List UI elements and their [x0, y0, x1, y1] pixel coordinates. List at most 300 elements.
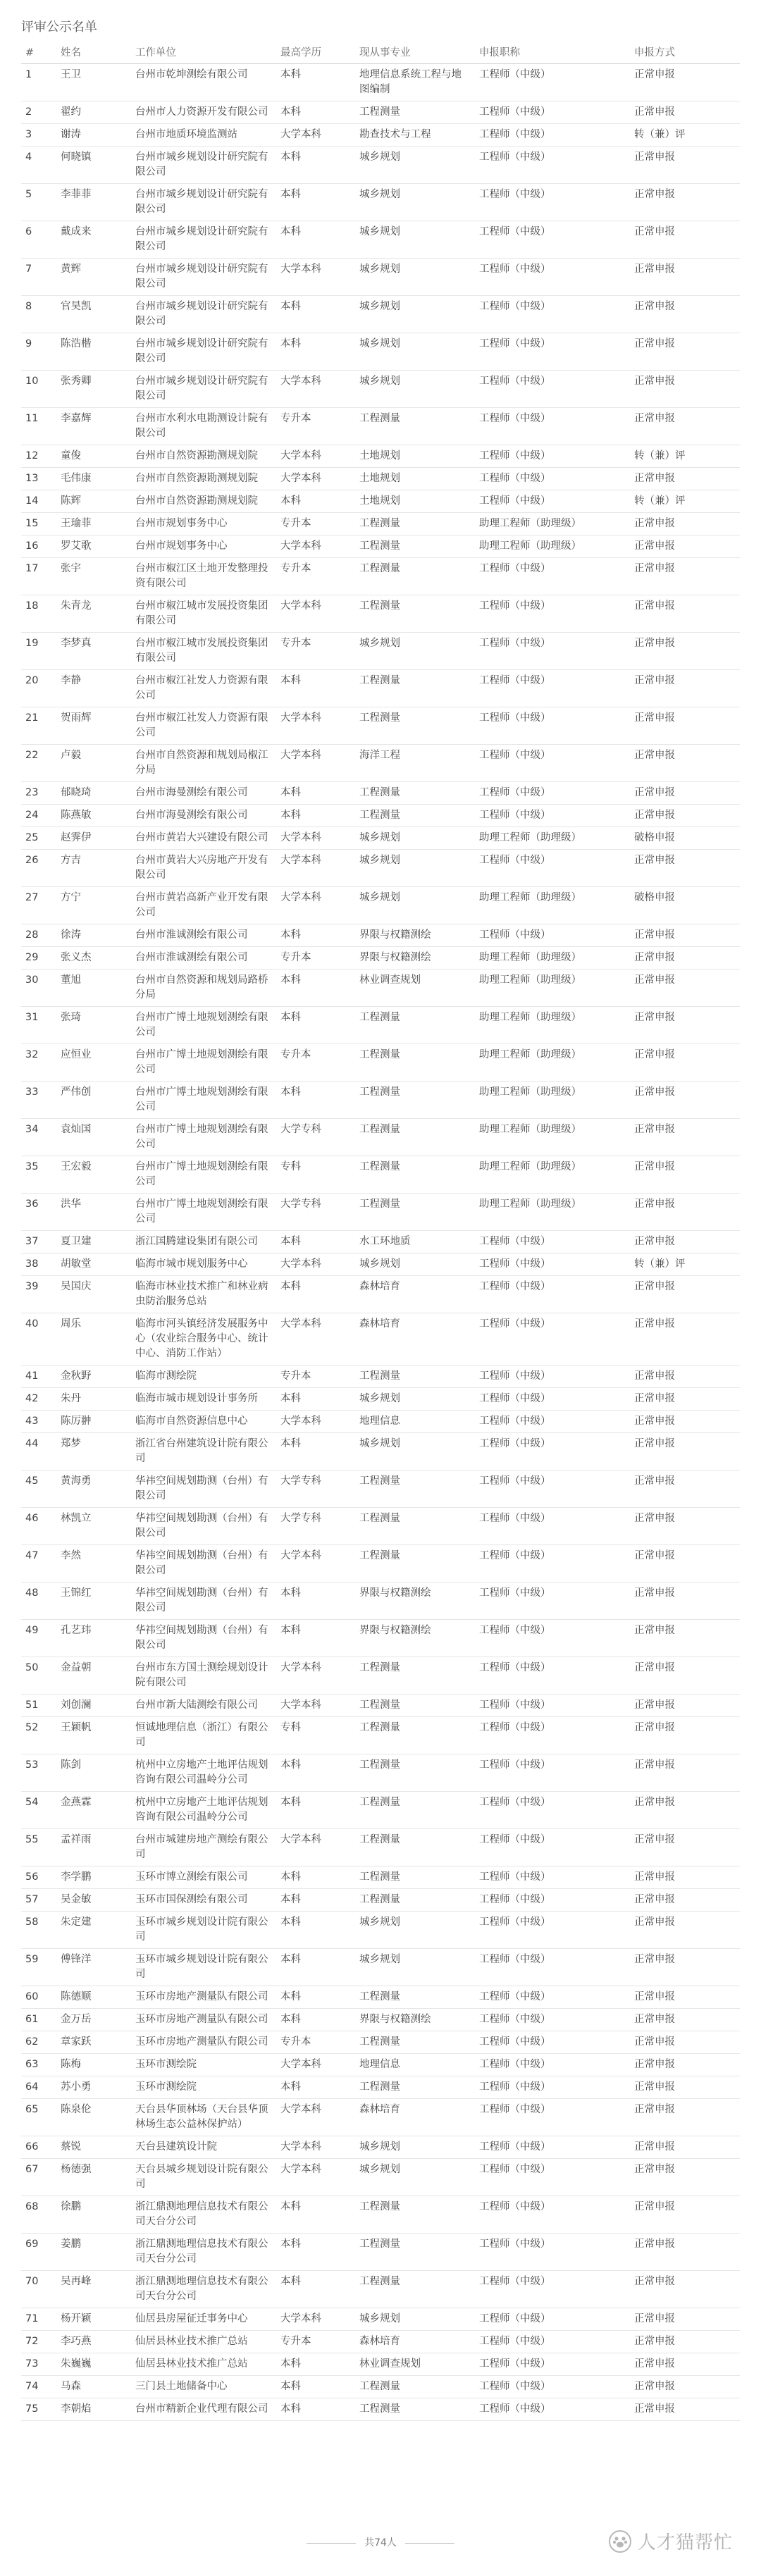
cell-name: 郁晓琦 [56, 782, 131, 805]
cell-index: 35 [21, 1156, 56, 1194]
cell-name: 杨开颖 [56, 2308, 131, 2331]
cell-specialty: 土地规划 [355, 468, 475, 490]
footer-rule-left [307, 2543, 356, 2544]
cell-title: 工程师（中级） [475, 408, 630, 445]
cell-specialty: 界限与权籍测绘 [355, 947, 475, 970]
cell-method: 正常申报 [630, 1313, 740, 1366]
cell-index: 75 [21, 2398, 56, 2421]
cell-index: 18 [21, 595, 56, 633]
cell-index: 9 [21, 333, 56, 371]
table-row [21, 2376, 740, 2398]
cell-method: 正常申报 [630, 924, 740, 947]
cell-index: 29 [21, 947, 56, 970]
table-row [21, 1253, 740, 1276]
cell-education: 大学本科 [276, 468, 355, 490]
cell-method: 正常申报 [630, 1829, 740, 1866]
cell-employer: 浙江国腾建设集团有限公司 [131, 1231, 276, 1253]
cell-name: 陈燕敏 [56, 805, 131, 827]
cell-employer: 天台县建筑设计院 [131, 2136, 276, 2159]
cell-index: 54 [21, 1792, 56, 1829]
table-row [21, 1657, 740, 1695]
cell-index: 52 [21, 1717, 56, 1754]
watermark [608, 2528, 733, 2554]
cell-method: 正常申报 [630, 1433, 740, 1470]
cell-method: 正常申报 [630, 2376, 740, 2398]
table-row [21, 1433, 740, 1470]
cell-name: 吴国庆 [56, 1276, 131, 1313]
cell-education: 本科 [276, 296, 355, 333]
cell-name: 刘创澜 [56, 1695, 131, 1717]
cell-education: 专升本 [276, 633, 355, 670]
cell-index: 31 [21, 1007, 56, 1044]
cell-method: 正常申报 [630, 1754, 740, 1792]
cell-education: 专升本 [276, 1366, 355, 1388]
cell-name: 李嘉辉 [56, 408, 131, 445]
footer-rule-right [405, 2543, 454, 2544]
cell-education: 本科 [276, 1912, 355, 1949]
cell-title: 工程师（中级） [475, 101, 630, 124]
table-row [21, 1470, 740, 1508]
cell-specialty: 工程测量 [355, 782, 475, 805]
cell-method: 正常申报 [630, 2196, 740, 2234]
cell-education: 大学本科 [276, 2136, 355, 2159]
cell-employer: 台州市广博土地规划测绘有限公司 [131, 1194, 276, 1231]
table-row [21, 1620, 740, 1657]
cell-title: 工程师（中级） [475, 2159, 630, 2196]
cell-employer: 华祎空间规划勘测（台州）有限公司 [131, 1545, 276, 1583]
table-row [21, 2159, 740, 2196]
cell-index: 5 [21, 184, 56, 221]
cell-index: 62 [21, 2031, 56, 2054]
cell-specialty: 工程测量 [355, 1545, 475, 1583]
table-row [21, 2076, 740, 2099]
cell-education: 本科 [276, 184, 355, 221]
cell-title: 工程师（中级） [475, 2136, 630, 2159]
cell-method: 正常申报 [630, 2099, 740, 2136]
cell-title: 工程师（中级） [475, 558, 630, 595]
cell-employer: 台州市自然资源勘测规划院 [131, 445, 276, 468]
cell-index: 50 [21, 1657, 56, 1695]
table-row [21, 1366, 740, 1388]
cell-method: 正常申报 [630, 1044, 740, 1082]
cell-employer: 台州市自然资源勘测规划院 [131, 468, 276, 490]
cell-method: 正常申报 [630, 259, 740, 296]
cell-education: 专升本 [276, 1044, 355, 1082]
cell-employer: 台州市自然资源和规划局椒江分局 [131, 745, 276, 782]
cell-employer: 台州市水利水电勘测设计院有限公司 [131, 408, 276, 445]
cell-method: 正常申报 [630, 1411, 740, 1433]
cell-education: 本科 [276, 64, 355, 101]
cell-title: 助理工程师（助理级） [475, 1044, 630, 1082]
cell-index: 60 [21, 1986, 56, 2009]
cell-specialty: 工程测量 [355, 2234, 475, 2271]
cell-title: 工程师（中级） [475, 2376, 630, 2398]
cell-name: 朱丹 [56, 1388, 131, 1411]
cell-title: 助理工程师（助理级） [475, 1156, 630, 1194]
table-header-row [21, 42, 740, 64]
cell-method: 正常申报 [630, 1912, 740, 1949]
cell-name: 毛伟康 [56, 468, 131, 490]
cell-specialty: 界限与权籍测绘 [355, 924, 475, 947]
cell-method: 正常申报 [630, 670, 740, 707]
cell-method: 正常申报 [630, 1657, 740, 1695]
cell-name: 金秋野 [56, 1366, 131, 1388]
cell-specialty: 城乡规划 [355, 850, 475, 887]
cell-specialty: 地理信息系统工程与地图编制 [355, 64, 475, 101]
watermark-text: 人才猫帮忙 [637, 2532, 733, 2553]
cell-employer: 玉环市测绘院 [131, 2076, 276, 2099]
cell-employer: 三门县土地储备中心 [131, 2376, 276, 2398]
table-row [21, 745, 740, 782]
cell-title: 工程师（中级） [475, 1912, 630, 1949]
cell-employer: 台州市城乡规划设计研究院有限公司 [131, 296, 276, 333]
cell-method: 正常申报 [630, 296, 740, 333]
cell-method: 正常申报 [630, 1717, 740, 1754]
cell-specialty: 城乡规划 [355, 296, 475, 333]
cell-education: 本科 [276, 1949, 355, 1986]
cell-title: 工程师（中级） [475, 670, 630, 707]
cell-method: 正常申报 [630, 1470, 740, 1508]
cell-title: 助理工程师（助理级） [475, 947, 630, 970]
cell-specialty: 工程测量 [355, 513, 475, 535]
cell-title: 工程师（中级） [475, 221, 630, 259]
cell-index: 7 [21, 259, 56, 296]
cell-index: 32 [21, 1044, 56, 1082]
table-row [21, 850, 740, 887]
cell-specialty: 地理信息 [355, 1411, 475, 1433]
cell-title: 工程师（中级） [475, 805, 630, 827]
cell-title: 工程师（中级） [475, 2331, 630, 2353]
cell-name: 童俊 [56, 445, 131, 468]
table-row [21, 2099, 740, 2136]
cell-index: 51 [21, 1695, 56, 1717]
cell-index: 36 [21, 1194, 56, 1231]
cell-title: 工程师（中级） [475, 2196, 630, 2234]
cell-index: 63 [21, 2054, 56, 2076]
cell-index: 41 [21, 1366, 56, 1388]
cell-education: 本科 [276, 490, 355, 513]
cell-specialty: 工程测量 [355, 805, 475, 827]
table-row [21, 1545, 740, 1583]
cell-education: 专升本 [276, 513, 355, 535]
cell-title: 工程师（中级） [475, 1889, 630, 1912]
cell-title: 助理工程师（助理级） [475, 970, 630, 1007]
cell-title: 工程师（中级） [475, 2308, 630, 2331]
cell-education: 本科 [276, 1082, 355, 1119]
table-row [21, 535, 740, 558]
cell-name: 李梦真 [56, 633, 131, 670]
cell-name: 陈梅 [56, 2054, 131, 2076]
cell-specialty: 城乡规划 [355, 1949, 475, 1986]
table-row [21, 2271, 740, 2308]
cell-index: 19 [21, 633, 56, 670]
cell-index: 37 [21, 1231, 56, 1253]
table-row [21, 2234, 740, 2271]
cell-specialty: 城乡规划 [355, 2159, 475, 2196]
cell-title: 工程师（中级） [475, 1313, 630, 1366]
cell-education: 大学本科 [276, 745, 355, 782]
cell-method: 正常申报 [630, 535, 740, 558]
cell-education: 大学本科 [276, 1313, 355, 1366]
page-title: 评审公示名单 [21, 20, 97, 35]
cell-employer: 台州市城建房地产测绘有限公司 [131, 1829, 276, 1866]
cell-method: 正常申报 [630, 707, 740, 745]
cell-name: 蔡锐 [56, 2136, 131, 2159]
cell-specialty: 工程测量 [355, 558, 475, 595]
cell-employer: 临海市河头镇经济发展服务中心（农业综合服务中心、统计中心、消防工作站） [131, 1313, 276, 1366]
cell-name: 李菲菲 [56, 184, 131, 221]
cell-method: 正常申报 [630, 184, 740, 221]
cell-index: 1 [21, 64, 56, 101]
cell-name: 戴成来 [56, 221, 131, 259]
cell-title: 工程师（中级） [475, 64, 630, 101]
cell-title: 工程师（中级） [475, 333, 630, 371]
cell-title: 助理工程师（助理级） [475, 1194, 630, 1231]
cell-employer: 玉环市房地产测量队有限公司 [131, 1986, 276, 2009]
cell-employer: 台州市椒江区土地开发整理投资有限公司 [131, 558, 276, 595]
cell-specialty: 工程测量 [355, 1986, 475, 2009]
cell-education: 本科 [276, 2234, 355, 2271]
cell-method: 正常申报 [630, 2234, 740, 2271]
cell-education: 本科 [276, 101, 355, 124]
cell-specialty: 海洋工程 [355, 745, 475, 782]
cell-method: 破格申报 [630, 887, 740, 924]
cell-index: 44 [21, 1433, 56, 1470]
cell-method: 正常申报 [630, 408, 740, 445]
table-row [21, 371, 740, 408]
table-row [21, 1007, 740, 1044]
cell-employer: 玉环市博立测绘有限公司 [131, 1866, 276, 1889]
cell-title: 工程师（中级） [475, 2031, 630, 2054]
table-row [21, 1986, 740, 2009]
cell-method: 正常申报 [630, 745, 740, 782]
cell-method: 正常申报 [630, 1231, 740, 1253]
cell-method: 转（兼）评 [630, 1253, 740, 1276]
cell-name: 何晓镇 [56, 147, 131, 184]
cell-index: 56 [21, 1866, 56, 1889]
cell-name: 李朝焰 [56, 2398, 131, 2421]
table-row [21, 1119, 740, 1156]
cell-employer: 杭州中立房地产土地评估规划咨询有限公司温岭分公司 [131, 1754, 276, 1792]
cell-method: 正常申报 [630, 1545, 740, 1583]
cell-specialty: 水工环地质 [355, 1231, 475, 1253]
table-row [21, 1889, 740, 1912]
cell-education: 本科 [276, 2271, 355, 2308]
cell-specialty: 工程测量 [355, 408, 475, 445]
cell-employer: 台州市精新企业代理有限公司 [131, 2398, 276, 2421]
table-row [21, 1792, 740, 1829]
cell-specialty: 工程测量 [355, 2076, 475, 2099]
cell-index: 11 [21, 408, 56, 445]
cell-education: 大学专科 [276, 1194, 355, 1231]
cell-employer: 仙居县房屋征迁事务中心 [131, 2308, 276, 2331]
cell-name: 夏卫建 [56, 1231, 131, 1253]
cell-title: 工程师（中级） [475, 633, 630, 670]
cell-specialty: 森林培育 [355, 2331, 475, 2353]
cell-name: 陈辉 [56, 490, 131, 513]
cell-index: 72 [21, 2331, 56, 2353]
cell-specialty: 城乡规划 [355, 221, 475, 259]
cell-specialty: 工程测量 [355, 1007, 475, 1044]
cell-title: 工程师（中级） [475, 2009, 630, 2031]
cell-title: 助理工程师（助理级） [475, 1119, 630, 1156]
cell-name: 王瑜菲 [56, 513, 131, 535]
cell-employer: 杭州中立房地产土地评估规划咨询有限公司温岭分公司 [131, 1792, 276, 1829]
cell-title: 工程师（中级） [475, 1470, 630, 1508]
cell-employer: 玉环市国保测绘有限公司 [131, 1889, 276, 1912]
cell-name: 官昊凯 [56, 296, 131, 333]
cell-title: 工程师（中级） [475, 2099, 630, 2136]
cell-method: 正常申报 [630, 2054, 740, 2076]
table-row [21, 2031, 740, 2054]
cell-employer: 台州市乾坤测绘有限公司 [131, 64, 276, 101]
cell-title: 工程师（中级） [475, 1388, 630, 1411]
cell-index: 73 [21, 2353, 56, 2376]
cell-education: 本科 [276, 1754, 355, 1792]
cell-specialty: 工程测量 [355, 2376, 475, 2398]
cell-name: 卢毅 [56, 745, 131, 782]
cell-index: 61 [21, 2009, 56, 2031]
cell-method: 正常申报 [630, 782, 740, 805]
cell-method: 正常申报 [630, 2331, 740, 2353]
cell-method: 正常申报 [630, 1007, 740, 1044]
cell-name: 张琦 [56, 1007, 131, 1044]
cell-name: 李静 [56, 670, 131, 707]
cell-specialty: 工程测量 [355, 595, 475, 633]
cell-method: 正常申报 [630, 333, 740, 371]
cell-title: 工程师（中级） [475, 1829, 630, 1866]
cell-education: 大学本科 [276, 1545, 355, 1583]
cell-education: 大学本科 [276, 595, 355, 633]
cell-index: 64 [21, 2076, 56, 2099]
cell-title: 工程师（中级） [475, 1545, 630, 1583]
cell-title: 工程师（中级） [475, 1583, 630, 1620]
cell-name: 黄海勇 [56, 1470, 131, 1508]
cell-specialty: 城乡规划 [355, 1253, 475, 1276]
cell-education: 大学本科 [276, 707, 355, 745]
cell-education: 本科 [276, 1433, 355, 1470]
cell-index: 27 [21, 887, 56, 924]
cell-index: 58 [21, 1912, 56, 1949]
cell-specialty: 城乡规划 [355, 1388, 475, 1411]
table-row [21, 595, 740, 633]
cell-method: 正常申报 [630, 970, 740, 1007]
cell-specialty: 工程测量 [355, 1889, 475, 1912]
cell-index: 15 [21, 513, 56, 535]
cell-education: 本科 [276, 1889, 355, 1912]
cell-name: 孟祥雨 [56, 1829, 131, 1866]
cell-index: 2 [21, 101, 56, 124]
cell-specialty: 城乡规划 [355, 2308, 475, 2331]
cell-title: 工程师（中级） [475, 1986, 630, 2009]
cell-name: 陈德顺 [56, 1986, 131, 2009]
cell-education: 大学本科 [276, 1657, 355, 1695]
cell-employer: 台州市海曼测绘有限公司 [131, 782, 276, 805]
cell-specialty: 工程测量 [355, 1866, 475, 1889]
cell-method: 正常申报 [630, 2136, 740, 2159]
cell-employer: 台州市规划事务中心 [131, 513, 276, 535]
cell-method: 正常申报 [630, 147, 740, 184]
cell-education: 专升本 [276, 947, 355, 970]
cell-index: 68 [21, 2196, 56, 2234]
cell-education: 大学本科 [276, 1253, 355, 1276]
cell-name: 谢涛 [56, 124, 131, 147]
cell-title: 工程师（中级） [475, 147, 630, 184]
cell-employer: 台州市椒江城市发展投资集团有限公司 [131, 633, 276, 670]
cell-education: 大学本科 [276, 2308, 355, 2331]
cell-education: 大学专科 [276, 1508, 355, 1545]
cell-method: 正常申报 [630, 2308, 740, 2331]
cell-index: 30 [21, 970, 56, 1007]
cell-title: 工程师（中级） [475, 1949, 630, 1986]
cell-education: 大学本科 [276, 2159, 355, 2196]
cell-education: 本科 [276, 2196, 355, 2234]
cell-employer: 台州市地质环境监测站 [131, 124, 276, 147]
cell-employer: 台州市自然资源和规划局路桥分局 [131, 970, 276, 1007]
col-header-education: 最高学历 [276, 42, 355, 64]
cell-employer: 台州市广博土地规划测绘有限公司 [131, 1082, 276, 1119]
cell-education: 本科 [276, 2353, 355, 2376]
cell-method: 正常申报 [630, 1792, 740, 1829]
cell-method: 正常申报 [630, 805, 740, 827]
cell-title: 工程师（中级） [475, 1276, 630, 1313]
cell-specialty: 工程测量 [355, 1717, 475, 1754]
cell-title: 工程师（中级） [475, 2234, 630, 2271]
cell-name: 周乐 [56, 1313, 131, 1366]
cell-index: 74 [21, 2376, 56, 2398]
cell-method: 正常申报 [630, 221, 740, 259]
cell-method: 转（兼）评 [630, 124, 740, 147]
cell-method: 正常申报 [630, 2031, 740, 2054]
cell-specialty: 城乡规划 [355, 887, 475, 924]
cell-employer: 台州市城乡规划设计研究院有限公司 [131, 147, 276, 184]
cell-title: 工程师（中级） [475, 1866, 630, 1889]
cell-specialty: 城乡规划 [355, 184, 475, 221]
cell-name: 朱巍巍 [56, 2353, 131, 2376]
cell-method: 正常申报 [630, 371, 740, 408]
cell-employer: 台州市城乡规划设计研究院有限公司 [131, 371, 276, 408]
table-row [21, 333, 740, 371]
cell-name: 王宏毅 [56, 1156, 131, 1194]
cell-method: 正常申报 [630, 1156, 740, 1194]
cell-index: 47 [21, 1545, 56, 1583]
cell-specialty: 地理信息 [355, 2054, 475, 2076]
cell-index: 12 [21, 445, 56, 468]
cell-specialty: 工程测量 [355, 1508, 475, 1545]
cell-specialty: 森林培育 [355, 2099, 475, 2136]
cell-title: 工程师（中级） [475, 2076, 630, 2099]
cell-title: 工程师（中级） [475, 2398, 630, 2421]
cell-title: 工程师（中级） [475, 259, 630, 296]
cell-name: 金万岳 [56, 2009, 131, 2031]
cell-specialty: 城乡规划 [355, 147, 475, 184]
table-row [21, 1754, 740, 1792]
table-row [21, 2353, 740, 2376]
cell-method: 正常申报 [630, 1388, 740, 1411]
cell-title: 工程师（中级） [475, 1754, 630, 1792]
cell-method: 正常申报 [630, 64, 740, 101]
cell-specialty: 工程测量 [355, 1194, 475, 1231]
cell-specialty: 工程测量 [355, 101, 475, 124]
col-header-employer: 工作单位 [131, 42, 276, 64]
cell-title: 工程师（中级） [475, 468, 630, 490]
table-row [21, 1717, 740, 1754]
cell-employer: 台州市城乡规划设计研究院有限公司 [131, 221, 276, 259]
cell-index: 67 [21, 2159, 56, 2196]
table-row [21, 887, 740, 924]
table-row [21, 296, 740, 333]
cell-index: 17 [21, 558, 56, 595]
